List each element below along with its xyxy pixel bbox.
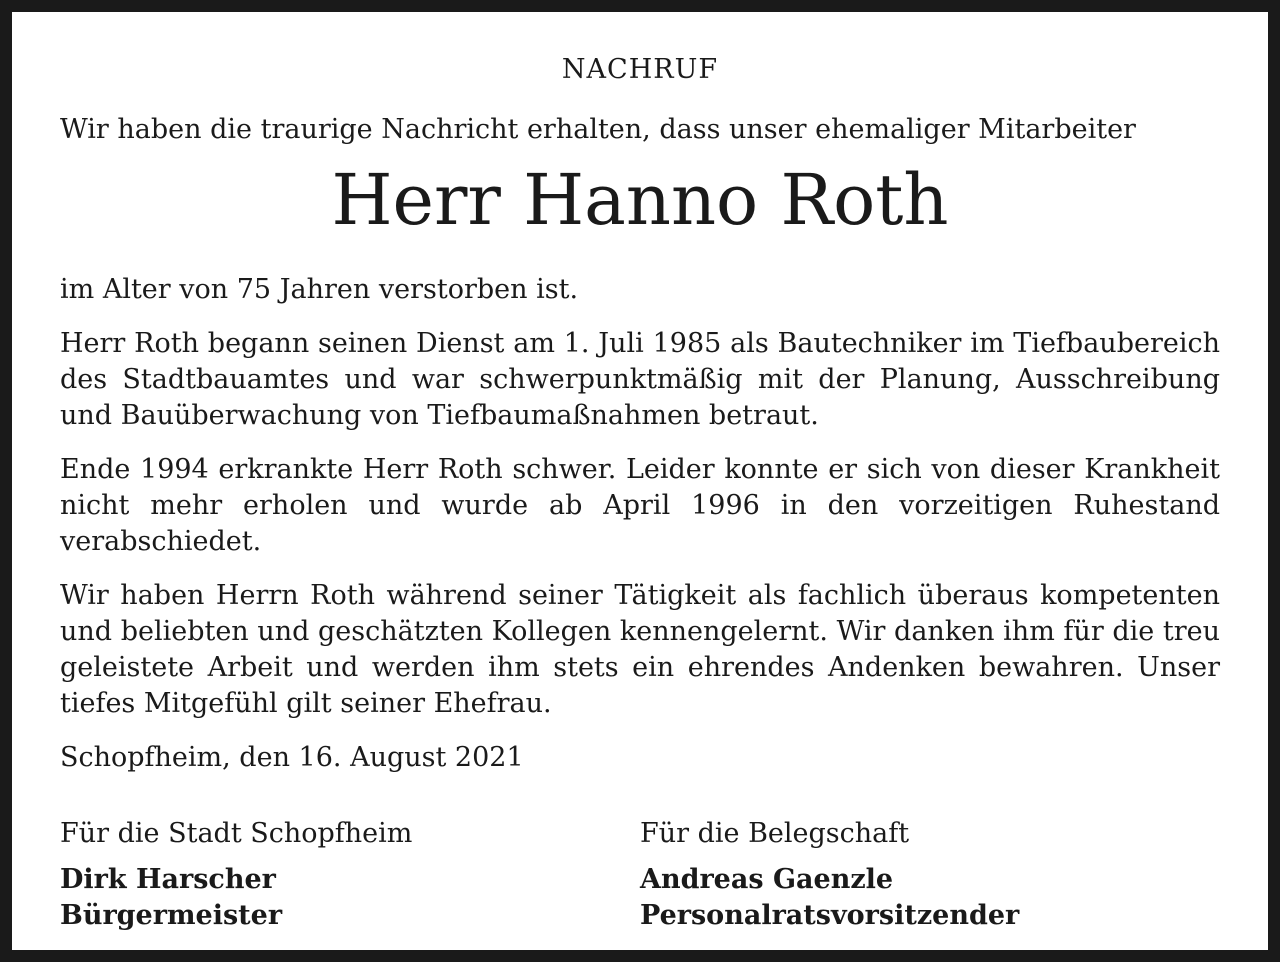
signature-org: Für die Stadt Schopfheim bbox=[60, 818, 413, 849]
signature-name: Dirk Harscher bbox=[60, 864, 276, 895]
paragraph-career: Herr Roth begann seinen Dienst am 1. Juli 1985 als Bautechniker im Tiefbaubereich des Stadtbauamtes und war schwerpunktmäßig mit der Planung, Ausschreibung und Bauüberwachung von Tiefbaumaßnahmen betraut. bbox=[60, 328, 1220, 431]
obituary-content bbox=[60, 52, 1220, 934]
signature-name: Andreas Gaenzle bbox=[640, 864, 894, 895]
age-line: im Alter von 75 Jahren verstorben ist. bbox=[60, 274, 579, 305]
notice-intro: Wir haben die traurige Nachricht erhalten, dass unser ehemaliger Mitarbeiter bbox=[60, 114, 1136, 145]
signature-title: Personalratsvorsitzender bbox=[640, 900, 1020, 931]
place-date: Schopfheim, den 16. August 2021 bbox=[60, 742, 524, 773]
signature-org: Für die Belegschaft bbox=[640, 818, 910, 849]
paragraph-illness: Ende 1994 erkrankte Herr Roth schwer. Leider konnte er sich von dieser Krankheit nicht mehr erholen und wurde ab April 1996 in den vorzeitigen Ruhestand verabschiedet. bbox=[60, 454, 1220, 557]
signature-city bbox=[60, 816, 640, 934]
notice-heading: NACHRUF bbox=[561, 54, 719, 85]
signature-staff bbox=[640, 816, 1220, 934]
signature-block bbox=[60, 816, 1220, 934]
paragraph-tribute: Wir haben Herrn Roth während seiner Tätigkeit als fachlich überaus kompetenten und beliebten und geschätzten Kollegen kennengelernt. Wir danken ihm für die treu geleistete Arbeit und werden ihm stets ein ehrendes Andenken bewahren. Unser tiefes Mitgefühl gilt seiner Ehefrau. bbox=[60, 580, 1220, 719]
deceased-name: Herr Hanno Roth bbox=[331, 159, 949, 241]
signature-title: Bürgermeister bbox=[60, 900, 283, 931]
